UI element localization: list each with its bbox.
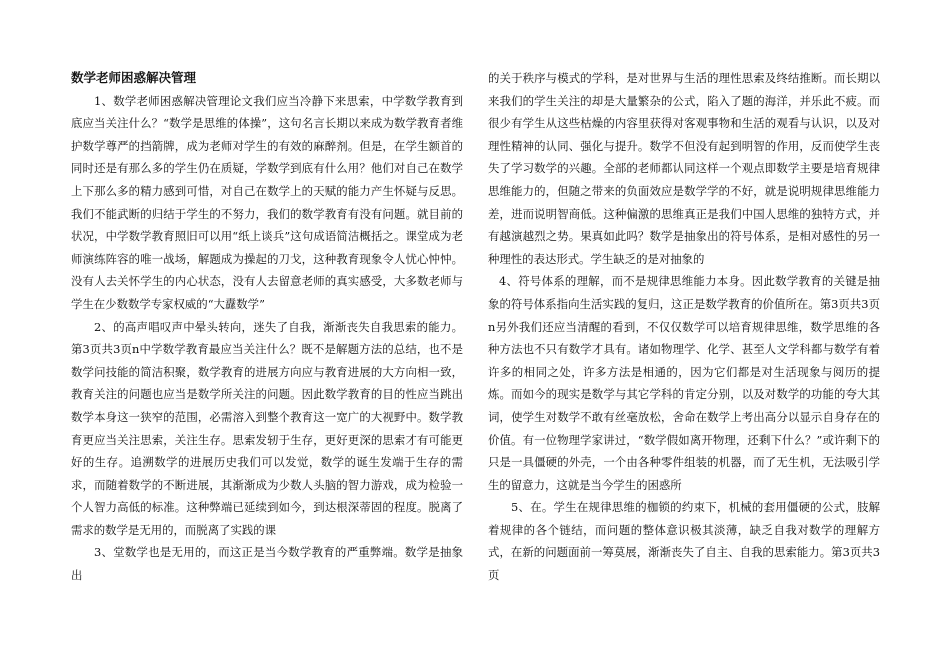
right-column bbox=[488, 67, 880, 587]
paragraph-5: 5、在。学生在规律思维的枷锁的约束下，机械的套用僵硬的公式，肢解着规律的各个链结，而问题的整体意识极其淡薄，缺乏自我对数学的理解方式，在新的问题面前一筹莫展，渐渐丧失了自主、自我的思索能力。第3页共3页 bbox=[488, 500, 880, 583]
paragraph-3: 3、堂数学也是无用的，而这正是当今数学教育的严重弊端。数学是抽象出 bbox=[71, 545, 463, 583]
paragraph-2: 2、的高声唱叹声中晕头转向，迷失了自我，渐渐丧失自我思索的能力。第3页共3页n中学数学教育最应当关注什么？既不是解题方法的总结，也不是数学问技能的简洁积聚，数学教育的进展方向应与教育进展的大方向相一致，教育关注的问题也应当是数学所关注的问题。因此数学教育的目的性应当跳出数学本身这一狭窄的范围，必需溶入到整个教育这一宽广的大视野中。数学教育更应当关注思索，关注生存。思索发轫于生存，更好更深的思索才有可能更好的生存。追溯数学的进展历史我们可以发觉，数学的诞生发端于生存的需求，而随着数学的不断进展，其渐渐成为少数人头脑的智力游戏，成为检验一个人智力高低的标准。这种弊端已延续到如今，到达根深蒂固的程度。脱离了需求的数学是无用的，而脱离了实践的课 bbox=[71, 319, 463, 537]
document-title: 数学老师困惑解决管理 bbox=[71, 70, 197, 85]
left-column bbox=[71, 67, 463, 587]
paragraph-4: 4、符号体系的理解，而不是规律思维能力本身。因此数学教育的关键是抽象的符号体系指向生活实践的复归，这正是数学教育的价值所在。第3页共3页n另外我们还应当清醒的看到，不仅仅数学可以培育规律思维，数学思维的各种方法也不只有数学才具有。诸如物理学、化学、甚至人文学科都与数学有着许多的相同之处，许多方法是相通的，因为它们都是对生活现象与阅历的提炼。而如今的现实是数学与其它学科的肯定分别，以及对数学的功能的夸大其词，使学生对数学不敢有丝毫放松，舍命在数学上考出高分以显示自身存在的价值。有一位物理学家讲过，“数学假如离开物理，还剩下什么？”或许剩下的只是一具僵硬的外壳，一个由各种零件组装的机器，而了无生机，无法吸引学生的留意力，这就是当今学生的困惑所 bbox=[488, 274, 880, 492]
paragraph-1: 1、数学老师困惑解决管理论文我们应当冷静下来思索，中学数学教育到底应当关注什么？“数学是思维的体操”，这句名言长期以来成为数学教育者维护数学尊严的挡箭牌，成为老师对学生的有效的麻醉剂。但是，在学生额首的同时还是有那么多的学生仍在质疑，学数学到底有什么用？他们对自己在数学上下那么多的精力感到可惜，对自己在数学上的天赋的能力产生怀疑与反思。我们不能武断的归结于学生的不努力，我们的数学教育有没有问题。就目前的状况，中学数学教育照旧可以用“纸上谈兵”这句成语简洁概括之。课堂成为老师演练阵容的唯一战场，解题成为操起的刀戈，这种教育现象令人忧心忡忡。没有人去关怀学生的内心状态，没有人去留意老师的真实感受，大多数老师与学生在少数数学专家权威的“大纛数学” bbox=[71, 93, 463, 311]
paragraph-3-continued: 的关于秩序与模式的学科，是对世界与生活的理性思索及终结推断。而长期以来我们的学生关注的却是大量繁杂的公式，陷入了题的海洋，并乐此不疲。而很少有学生从这些枯燥的内容里获得对客观事物和生活的观看与认识，以及对理性精神的认同、强化与提升。数学不但没有起到明智的作用，反而使学生丧失了学习数学的兴趣。全部的老师都认同这样一个观点即数学主要是培育规律思维能力的，但随之带来的负面效应是数学学的不好，就是说明规律思维能力差，进而说明智商低。这种偏激的思维真正是我们中国人思维的独特方式，并有越演越烈之势。果真如此吗？数学是抽象出的符号体系，是相对感性的另一种理性的表达形式。学生缺乏的是对抽象的 bbox=[488, 71, 880, 266]
